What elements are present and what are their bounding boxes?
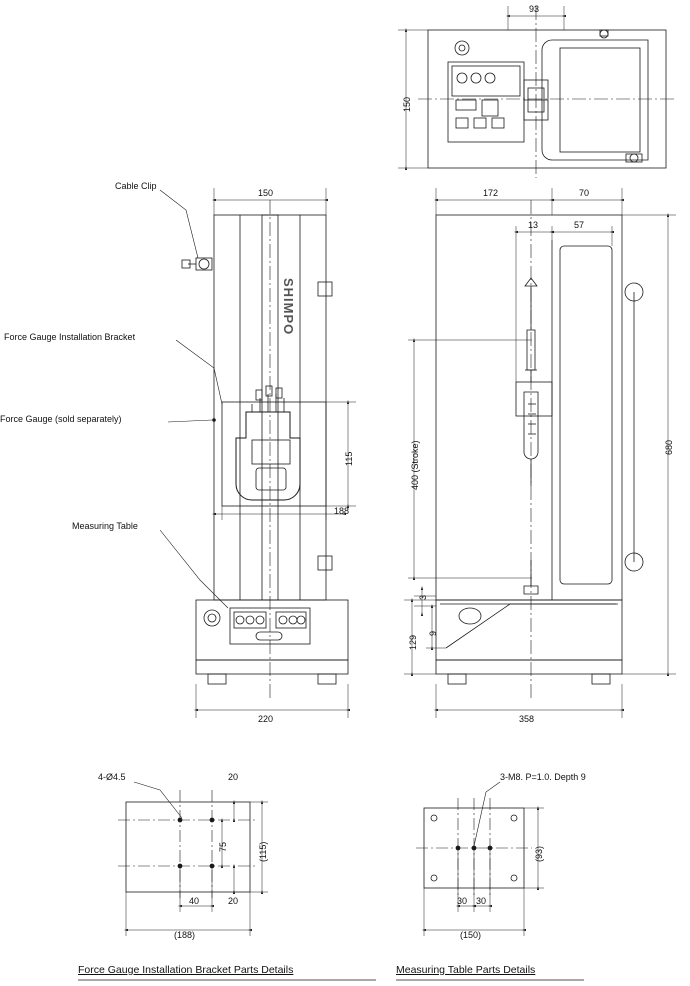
- dim-bracket-pitch-mid: 75: [218, 841, 228, 852]
- caption-bracket-details: Force Gauge Installation Bracket Parts Details: [78, 964, 294, 976]
- dim-side-base-depth: 358: [519, 714, 535, 724]
- dim-side-table-thickness: 3: [418, 594, 428, 600]
- top-view: [398, 6, 676, 178]
- callout-bracket: Force Gauge Installation Bracket: [4, 332, 136, 342]
- dim-bracket-holes: 4-Ø4.5: [98, 772, 126, 782]
- dim-side-base-height: 129: [408, 634, 418, 650]
- dim-side-depth-c: 13: [528, 220, 539, 230]
- dim-front-bracket-width: 188: [334, 506, 350, 516]
- dim-bracket-pitch-top: 20: [228, 772, 239, 782]
- callout-measuring-table: Measuring Table: [72, 521, 138, 531]
- caption-table-details: Measuring Table Parts Details: [396, 964, 536, 976]
- dim-bracket-overall-h: (188): [174, 930, 196, 940]
- dim-table-pitch-right: 30: [476, 896, 487, 906]
- table-detail: [416, 782, 544, 936]
- dim-side-total-height: 680: [664, 439, 674, 455]
- dim-side-depth-a: 172: [483, 188, 499, 198]
- dim-side-table-offset: 9: [428, 630, 438, 636]
- callout-force-gauge: Force Gauge (sold separately): [0, 414, 122, 424]
- dim-side-stroke: 400 (Stroke): [410, 440, 420, 490]
- dim-table-threads: 3-M8. P=1.0. Depth 9: [500, 772, 586, 782]
- dim-side-depth-d: 57: [574, 220, 585, 230]
- front-view: [160, 188, 356, 718]
- dim-table-overall-v: (93): [534, 845, 544, 862]
- callout-cable-clip: Cable Clip: [115, 181, 157, 191]
- dim-table-pitch-left: 30: [457, 896, 468, 906]
- dim-bracket-pitch-h: 40: [189, 896, 200, 906]
- dim-table-overall-h: (150): [460, 930, 482, 940]
- dim-bracket-overall-v: (115): [258, 841, 268, 862]
- brand-logo: SHIMPO: [281, 278, 296, 336]
- side-view: [404, 188, 676, 718]
- dim-front-stand-width: 150: [258, 188, 274, 198]
- dim-bracket-pitch-bot: 20: [228, 896, 239, 906]
- bracket-detail: [118, 782, 268, 936]
- dim-front-bracket-height: 115: [344, 451, 354, 466]
- dim-front-base-width: 220: [258, 714, 274, 724]
- dim-top-width: 93: [529, 4, 540, 14]
- dim-top-height: 150: [402, 96, 412, 112]
- dim-side-depth-b: 70: [579, 188, 590, 198]
